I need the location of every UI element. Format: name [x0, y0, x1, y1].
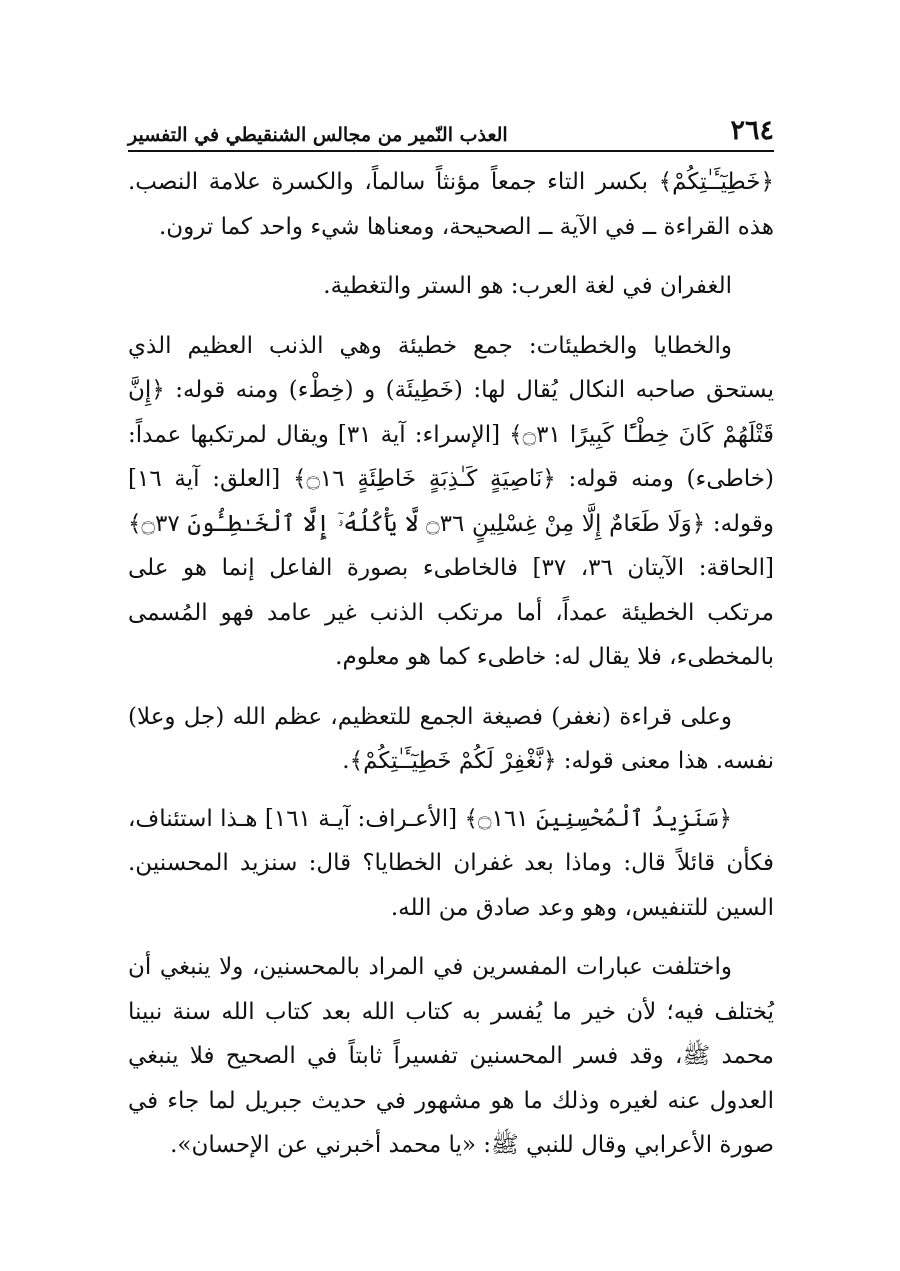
- paragraph-reading-explanation: ﴿خَطِيٓـَٔـٰتِكُمْ﴾ بكسر التاء جمعاً مؤنثاً سالماً، والكسرة علامة النصب. هذه القراءة ــ في الآية ــ الصحيحة، ومعناها شيء واحد كما ترون.: [128, 169, 774, 240]
- paragraph-khataya-definition: والخطايا والخطيئات: جمع خطيئة وهي الذنب العظيم الذي يستحق صاحبه النكال يُقال لها: (خَطِيئَة) و (خِطْء) ومنه قوله: ﴿إِنَّ قَتْلَهُمْ كَانَ خِطْـًٔا كَبِيرًا ۝٣١﴾ [الإسراء: آية ٣١] ويقال لمرتكبها عمداً: (خاطىء) ومنه قوله: ﴿نَاصِيَةٍ كَـٰذِبَةٍ خَاطِئَةٍ ۝١٦﴾ [العلق: آية ١٦] وقوله: ﴿وَلَا طَعَامٌ إِلَّا مِنْ غِسْلِينٍ ۝٣٦ لَّا يَأْكُلُهُۥٓ إِلَّا ٱلْخَـٰطِـُٔونَ ۝٣٧﴾ [الحاقة: الآيتان ٣٦، ٣٧] فالخاطىء بصورة الفاعل إنما هو على مرتكب الخطيئة عمداً، أما مرتكب الذنب غير عامد فهو المُسمى بالمخطىء، فلا يقال له: خاطىء كما هو معلوم.: [128, 332, 775, 670]
- paragraph-muhsinin-explanation: واختلفت عبارات المفسرين في المراد بالمحسنين، ولا ينبغي أن يُختلف فيه؛ لأن خير ما يُفسر به كتاب الله بعد كتاب الله سنة نبينا محمد ﷺ، وقد فسر المحسنين تفسيراً ثابتاً في الصحيح فلا ينبغي العدول عنه لغيره وذلك ما هو مشهور في حديث جبريل لما جاء في صورة الأعرابي وقال للنبي ﷺ: «يا محمد أخبرني عن الإحسان».: [128, 954, 774, 1158]
- page-number: ٢٦٤: [730, 115, 774, 146]
- paragraph-sanazid-verse: ﴿سَنَزِيدُ ٱلْمُحْسِنِينَ ۝١٦١﴾ [الأعـراف: آيـة ١٦١] هـذا استئناف، فكأن قائلاً قال: وماذا بعد غفران الخطايا؟ قال: سنزيد المحسنين. السين للتنفيس، وهو وعد صادق من الله.: [128, 805, 774, 921]
- paragraph-naghfir-reading: وعلى قراءة (نغفر) فصيغة الجمع للتعظيم، عظم الله (جل وعلا) نفسه. هذا معنى قوله: ﴿نَّغْفِرْ لَكُمْ خَطِيٓـَٔـٰتِكُمْ﴾.: [128, 703, 774, 774]
- paragraph-ghufran-definition: الغفران في لغة العرب: هو الستر والتغطية.: [323, 273, 732, 299]
- book-title: العذب النّمير من مجالس الشنقيطي في التفسير: [128, 124, 508, 146]
- book-page: [128, 108, 774, 1183]
- body-text: [128, 160, 774, 1168]
- running-header: [128, 108, 774, 152]
